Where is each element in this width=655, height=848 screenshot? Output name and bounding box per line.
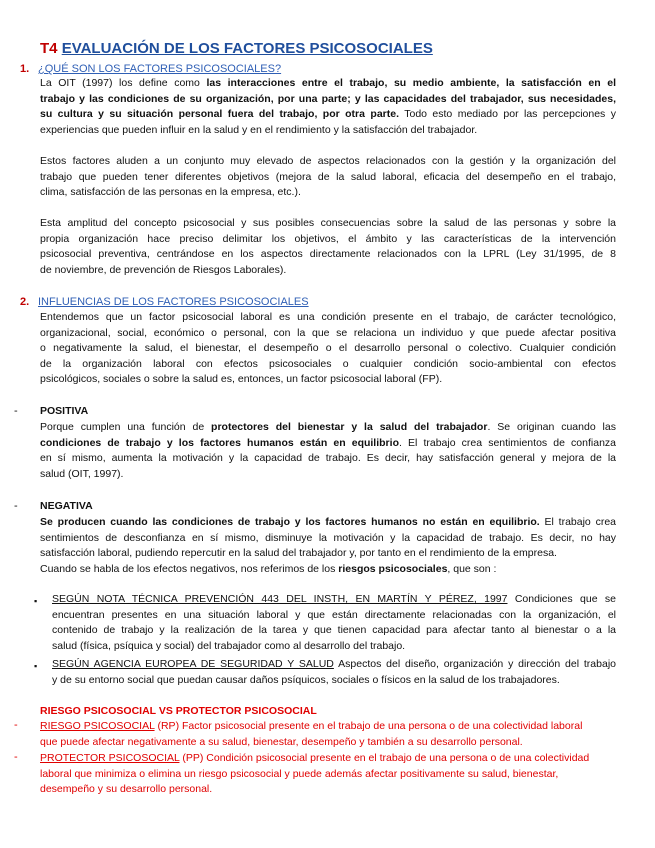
section-2-heading [20, 296, 309, 308]
section-1-number: 1. [20, 63, 30, 75]
riesgo-vs-protector-heading: RIESGO PSICOSOCIAL VS PROTECTOR PSICOSOCIAL [40, 705, 317, 717]
riesgo-label: RIESGO PSICOSOCIAL [40, 720, 155, 732]
bullet-marker: ▪ [34, 596, 38, 606]
section-1-paragraph-1: La OIT (1997) los define como las interacciones entre el trabajo, su medio ambiente, la satisfacción en el trabajo y las condiciones de su organización, por una parte; y las capacidades del trabajador, sus necesidades, su cultura y su situación personal fuera del trabajo, por otra parte. Todo esto mediado por las percepciones y experiencias que pueden influir en la salud y en el rendimiento y la satisfacción del trabajador. [40, 77, 616, 136]
protector-psicosocial-item: PROTECTOR PSICOSOCIAL (PP) Condición psicosocial presente en el trabajo de una persona o de una colectividad laboral que minimiza o elimina un riesgo psicosocial y puede además afectar positivamente su salud, bienestar, desempeño y su desarrollo personal. [40, 752, 590, 796]
section-1-paragraph-3: Esta amplitud del concepto psicosocial y sus posibles consecuencias sobre la salud de las personas y sobre la propia organización hace preciso delimitar los objetivos, el ámbito y las características de la intervención psicosocial preventiva, centrándose en los aspectos directamente relacionados con la LPRL (Ley 31/1995, de 8 de noviembre, de prevención de Riesgos Laborales). [40, 217, 616, 276]
negativa-dash: - [14, 500, 18, 512]
positiva-paragraph: Porque cumplen una función de protectores del bienestar y la salud del trabajador. Se originan cuando las condiciones de trabajo y los factores humanos están en equilibrio. El trabajo crea sentimientos de confianza en sí mismo, aumenta la motivación y la capacidad de trabajo. Es decir, hay satisfacción general y mejora de la salud (OIT, 1997). [40, 421, 617, 480]
title-text: EVALUACIÓN DE LOS FACTORES PSICOSOCIALES [61, 40, 433, 57]
bullet-item-nota-tecnica: SEGÚN NOTA TÉCNICA PREVENCIÓN 443 DEL INSTH, EN MARTÍN Y PÉREZ, 1997 Condiciones que se encuentran presentes en una situación laboral y que están directamente relacionadas con la organización, el contenido de trabajo y la realización de la tarea y que tienen capacidad para afectar tanto al bienestar o a la salud (física, psíquica y social) del trabajador como al desarrollo del trabajo. [52, 593, 616, 652]
positiva-heading: POSITIVA [40, 405, 89, 417]
negativa-paragraph: Se producen cuando las condiciones de trabajo y los factores humanos no están en equilibrio. El trabajo crea sentimientos de desconfianza en sí mismo, disminuye la motivación y la capacidad de trabajo. Es decir, no hay satisfacción laboral, pudiendo repercutir en la salud del trabajador y, por tanto en el rendimiento de la empresa. Cuando se habla de los efectos negativos, nos referimos de los riesgos psicosociales, que son : [40, 516, 617, 575]
section-1-paragraph-2: Estos factores aluden a un conjunto muy elevado de aspectos relacionados con la gestión y la organización del trabajo que pueden tener diferentes objetivos (mejora de la salud laboral, eficacia del desempeño en el trabajo, clima, satisfacción de las personas en la empresa, etc.). [40, 155, 616, 199]
bullet-label: SEGÚN AGENCIA EUROPEA DE SEGURIDAD Y SALUD [52, 658, 334, 670]
riesgo-psicosocial-item: RIESGO PSICOSOCIAL (RP) Factor psicosocial presente en el trabajo de una persona o de una colectividad laboral que puede afectar negativamente a su salud, bienestar, desempeño y también a su desarrollo personal. [40, 720, 583, 748]
bullet-marker: ▪ [34, 661, 38, 671]
section-2-number: 2. [20, 296, 30, 308]
negativa-heading: NEGATIVA [40, 500, 93, 512]
protector-dash: - [14, 751, 18, 763]
protector-label: PROTECTOR PSICOSOCIAL [40, 752, 180, 764]
bullet-item-agencia-europea: SEGÚN AGENCIA EUROPEA DE SEGURIDAD Y SALUD Aspectos del diseño, organización y dirección del trabajo y de su entorno social que puedan causar daños psíquicos, sociales o físicos en la salud de los trabajadores. [52, 658, 616, 686]
bullet-label: SEGÚN NOTA TÉCNICA PREVENCIÓN 443 DEL INSTH, EN MARTÍN Y PÉREZ, 1997 [52, 593, 508, 605]
section-1-heading [20, 63, 281, 75]
section-2-paragraph: Entendemos que un factor psicosocial laboral es una condición presente en el trabajo, de carácter tecnológico, organizacional, social, económico o personal, con la que se relaciona un individuo y que puede afectar positiva o negativamente la salud, el bienestar, el desempeño o el desarrollo personal o colectivo. Cualquier condición de la organización laboral con efectos psicosociales o cualquier condición socio-ambiental con efectos psicológicos, sociales o sobre la salud es, entonces, un factor psicosocial laboral (FP). [40, 311, 616, 386]
positiva-dash: - [14, 405, 18, 417]
section-1-label: ¿QUÉ SON LOS FACTORES PSICOSOCIALES? [38, 63, 282, 75]
title-prefix: T4 [40, 40, 58, 57]
section-2-label: INFLUENCIAS DE LOS FACTORES PSICOSOCIALES [38, 296, 309, 308]
page-title [40, 40, 433, 57]
riesgo-dash: - [14, 719, 18, 731]
